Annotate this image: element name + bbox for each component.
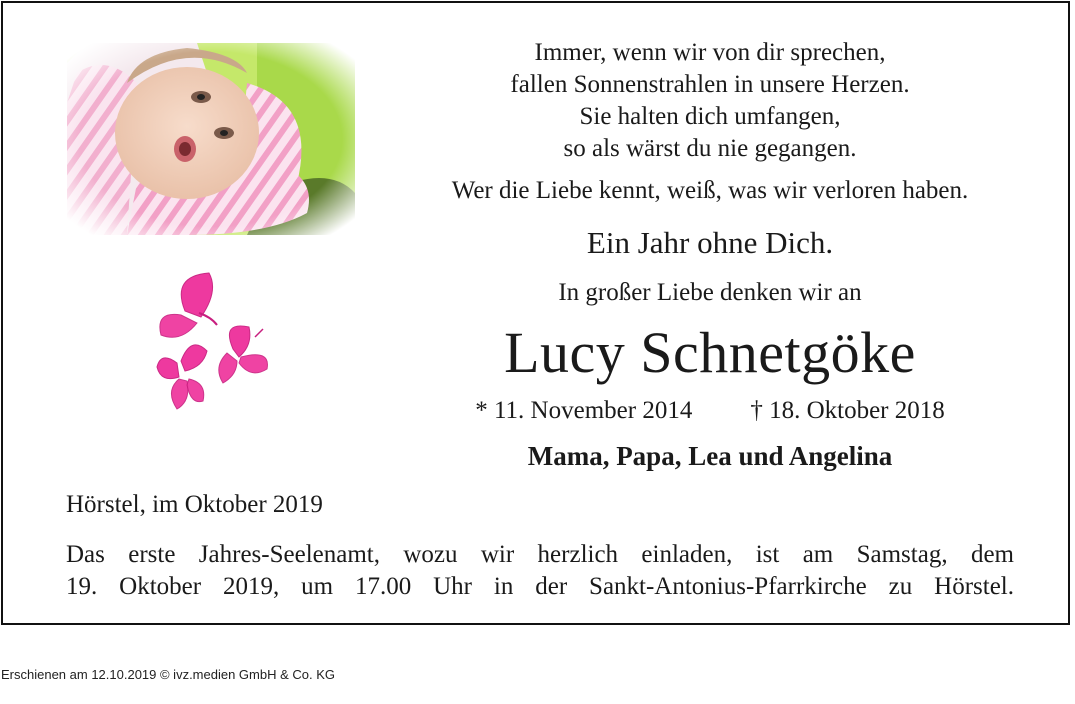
butterfly-icon	[219, 326, 268, 383]
deceased-name: Lucy Schnetgöke	[504, 320, 916, 385]
obituary-frame	[1, 1, 1070, 625]
poem-line: Immer, wenn wir von dir sprechen,	[534, 39, 886, 66]
death-date: † 18. Oktober 2018	[750, 397, 945, 424]
publication-footer: Erschienen am 12.10.2019 © ivz.medien GmbH & Co. KG	[1, 667, 336, 682]
butterfly-icon	[160, 273, 217, 337]
poem-line: Sie halten dich umfangen,	[579, 103, 841, 130]
intro-text: In großer Liebe denken wir an	[558, 279, 862, 306]
birth-date: * 11. November 2014	[475, 397, 693, 424]
butterfly-icon	[157, 345, 207, 409]
family-names: Mama, Papa, Lea und Angelina	[527, 441, 893, 471]
place-date: Hörstel, im Oktober 2019	[66, 491, 323, 518]
poem-line: so als wärst du nie gegangen.	[563, 135, 857, 162]
butterflies-illustration	[151, 271, 275, 419]
heading: Ein Jahr ohne Dich.	[586, 225, 834, 260]
service-notice	[66, 539, 1014, 603]
notice-line: 19. Oktober 2019, um 17.00 Uhr in der Sankt-Antonius-Pfarrkirche zu Hörstel.	[66, 573, 1014, 600]
notice-line: Das erste Jahres-Seelenamt, wozu wir herzlich einladen, ist am Samstag, dem	[66, 541, 1014, 568]
child-photo	[67, 43, 355, 235]
poem-block	[403, 3, 1017, 483]
poem-line: fallen Sonnenstrahlen in unsere Herzen.	[510, 71, 910, 98]
quote: Wer die Liebe kennt, weiß, was wir verloren haben.	[451, 177, 969, 204]
life-dates	[403, 397, 1017, 425]
